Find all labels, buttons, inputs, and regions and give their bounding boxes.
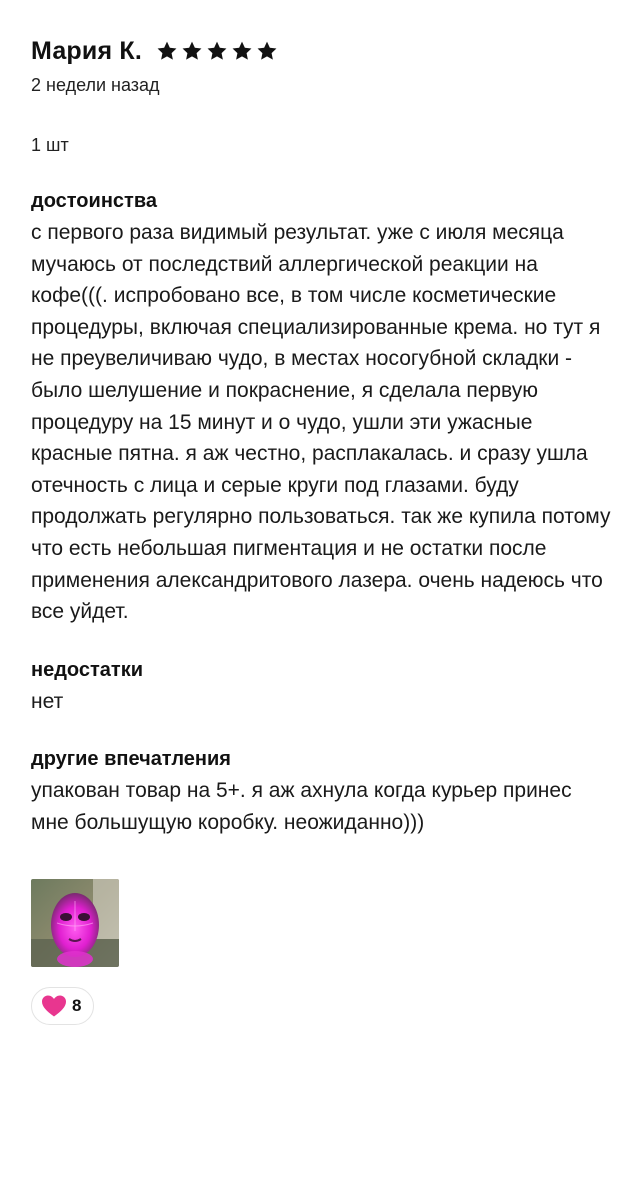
pros-text: с первого раза видимый результат. уже с июля месяца мучаюсь от последствий аллергической реакции на кофе(((. испробовано все, в том числе косметические процедуры, включая специализированные крема. но тут я не преувеличиваю чудо, в местах носогубной складки - было шелушение и покраснение, я сделала первую процедуру на 15 минут и о чудо, ушли эти ужасные красные пятна. я аж честно, расплакалась. и сразу ушла отечность с лица и серые круги под глазами. буду продолжать регулярно пользоваться. так же купила потому что есть небольшая пигментация и не остатки после применения александритового лазера. очень надеюсь что все уйдет. xyxy=(31,221,611,624)
star-icon xyxy=(156,40,178,62)
led-face-mask-photo xyxy=(31,879,119,967)
other-impressions-title: другие впечатления xyxy=(31,748,231,771)
pros-section xyxy=(31,185,611,628)
other-impressions-text: упакован товар на 5+. я аж ахнула когда курьер принес мне большущую коробку. неожиданно))) xyxy=(31,779,572,834)
author-name[interactable]: Мария К. xyxy=(31,36,143,65)
review-date: 2 недели назад xyxy=(31,75,160,95)
star-icon xyxy=(256,40,278,62)
heart-icon xyxy=(41,994,67,1018)
cons-title: недостатки xyxy=(31,658,143,681)
star-icon xyxy=(206,40,228,62)
review-photo-thumbnail[interactable] xyxy=(31,879,119,967)
review-header xyxy=(31,30,611,72)
rating-stars xyxy=(156,40,278,62)
like-count: 8 xyxy=(72,995,82,1015)
cons-text: нет xyxy=(31,689,64,713)
like-button[interactable] xyxy=(31,987,94,1025)
cons-section xyxy=(31,654,611,718)
star-icon xyxy=(181,40,203,62)
star-icon xyxy=(231,40,253,62)
product-variant: 1 шт xyxy=(31,135,69,155)
other-impressions-section xyxy=(31,743,611,838)
pros-title: достоинства xyxy=(31,190,157,212)
review-card xyxy=(31,30,611,1025)
